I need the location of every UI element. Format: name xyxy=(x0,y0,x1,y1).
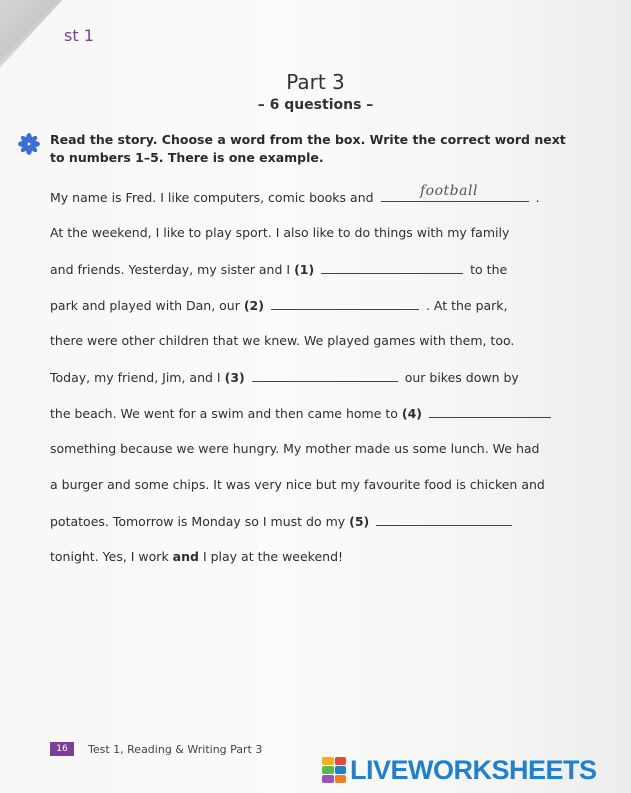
story-line-10: potatoes. Tomorrow is Monday so I must do my (5) xyxy=(50,513,515,529)
liveworksheets-text: LIVEWORKSHEETS xyxy=(350,754,597,785)
story-line-3: and friends. Yesterday, my sister and I (1) to the xyxy=(50,262,508,277)
story-line-2: At the weekend, I like to play sport. I also like to do things with my family xyxy=(50,225,510,240)
question-number-5: (5) xyxy=(349,514,370,529)
story-line-1: My name is Fred. I like computers, comic books and . xyxy=(50,190,540,205)
instructions: Read the story. Choose a word from the box. Write the correct word next to numbers 1–5. There is one example. xyxy=(50,132,566,165)
answer-blank-1[interactable] xyxy=(321,261,463,274)
page-number-badge: 16 xyxy=(50,742,74,756)
question-number-1: (1) xyxy=(294,262,315,277)
question-number-2: (2) xyxy=(243,298,264,313)
story-line-5: there were other children that we knew. We played games with them, too. xyxy=(50,333,515,348)
liveworksheets-icon xyxy=(322,757,346,783)
answer-blank-4[interactable] xyxy=(429,405,551,418)
footer-text: Test 1, Reading & Writing Part 3 xyxy=(88,743,263,756)
example-answer: football xyxy=(420,183,478,199)
answer-blank-5[interactable] xyxy=(376,513,512,526)
page-curl xyxy=(0,0,68,74)
story-line-6: Today, my friend, Jim, and I (3) our bikes down by xyxy=(50,370,519,385)
answer-blank-2[interactable] xyxy=(271,297,419,310)
question-number-4: (4) xyxy=(401,406,423,421)
story-line-9: a burger and some chips. It was very nice but my favourite food is chicken and xyxy=(50,477,545,492)
story-line-11: tonight. Yes, I work and I play at the weekend! xyxy=(50,549,344,564)
story-line-8: something because we were hungry. My mother made us some lunch. We had xyxy=(50,441,540,456)
answer-blank-3[interactable] xyxy=(252,369,398,382)
test-tab: st 1 xyxy=(64,26,94,45)
question-number-3: (3) xyxy=(224,370,245,385)
page-title: Part 3 xyxy=(286,70,345,94)
star-icon xyxy=(18,133,40,155)
liveworksheets-logo[interactable] xyxy=(322,754,597,786)
story-line-7: the beach. We went for a swim and then came home to (4) xyxy=(50,405,554,421)
page-subtitle: – 6 questions – xyxy=(257,97,374,113)
story-line-4: park and played with Dan, our (2) . At the park, xyxy=(50,298,508,313)
